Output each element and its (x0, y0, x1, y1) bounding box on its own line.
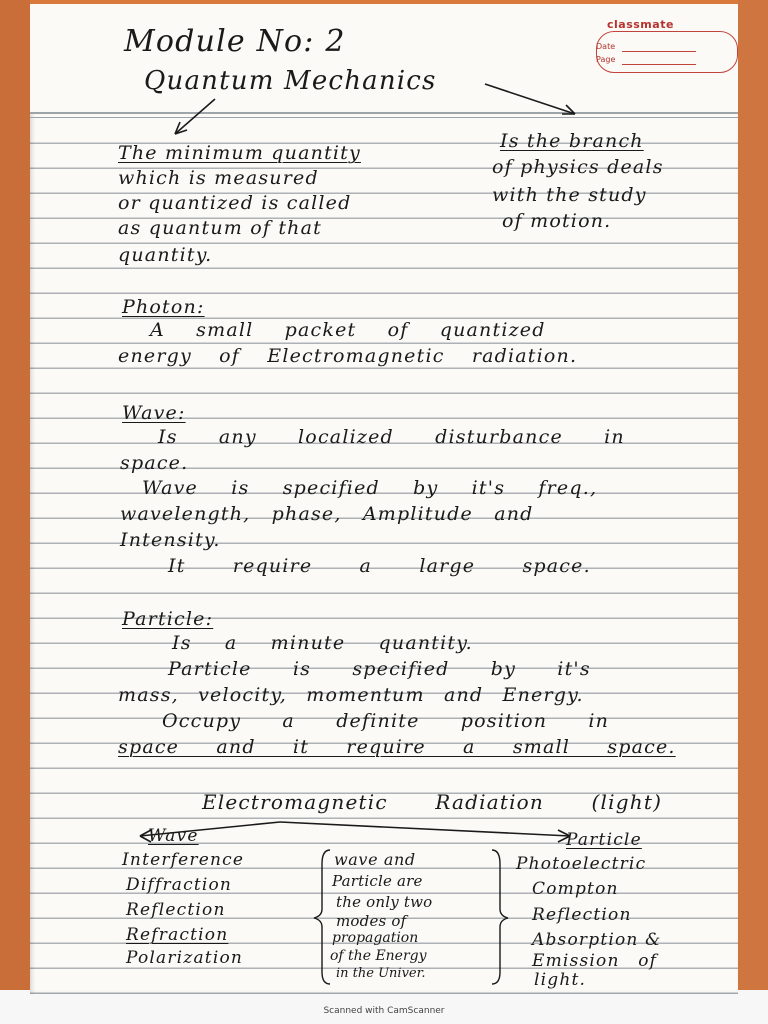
emr-middle-line-2: Particle are (332, 872, 423, 890)
emr-wave-label: Wave (148, 826, 199, 846)
module-title: Module No: 2 (124, 24, 346, 59)
definition-left-line-5: quantity. (118, 244, 213, 266)
emr-particle-item-4: Absorption & (532, 930, 662, 950)
wave-heading: Wave: (122, 402, 186, 424)
page-line (622, 64, 696, 65)
definition-left-line-3: or quantized is called (118, 192, 352, 214)
wave-line-4: wavelength, phase, Amplitude and (120, 503, 534, 525)
header-rule (30, 112, 738, 114)
wave-line-6: It require a large space. (168, 555, 591, 577)
emr-middle-line-7: in the Univer. (336, 966, 426, 981)
particle-line-1: Is a minute quantity. (172, 632, 473, 654)
definition-right-line-4: of motion. (502, 210, 612, 232)
particle-line-5: space and it require a small space. (118, 736, 676, 758)
emr-middle-line-6: of the Energy (330, 948, 427, 964)
brand-logo: classmate (607, 18, 674, 31)
background-left (0, 0, 30, 998)
emr-wave-item-4: Refraction (126, 925, 229, 945)
definition-right-line-1: Is the branch (500, 130, 644, 152)
emr-wave-item-2: Diffraction (126, 875, 233, 895)
emr-middle-line-5: propagation (332, 930, 419, 946)
scan-credit: Scanned with CamScanner (323, 1006, 445, 1016)
header-rule-2 (30, 117, 738, 118)
wave-line-2: space. (120, 452, 189, 474)
wave-line-1: Is any localized disturbance in (158, 426, 625, 448)
background-right (738, 0, 768, 998)
definition-right-line-3: with the study (492, 184, 647, 206)
emr-particle-item-2: Compton (532, 879, 619, 899)
emr-wave-item-1: Interference (122, 850, 245, 870)
date-line (622, 51, 696, 52)
emr-particle-item-5: Emission of (532, 951, 658, 971)
emr-particle-item-1: Photoelectric (516, 854, 647, 874)
topic-title: Quantum Mechanics (144, 66, 437, 96)
definition-left-line-2: which is measured (118, 167, 319, 189)
emr-wave-item-5: Polarization (126, 948, 244, 968)
emr-heading: Electromagnetic Radiation (light) (202, 790, 663, 814)
particle-line-4: Occupy a definite position in (162, 710, 610, 732)
emr-wave-item-3: Reflection (126, 900, 226, 920)
photon-line-2: energy of Electromagnetic radiation. (118, 345, 578, 367)
particle-line-2: Particle is specified by it's (168, 658, 591, 680)
emr-particle-item-6: light. (534, 970, 587, 990)
emr-middle-line-4: modes of (336, 912, 407, 930)
particle-heading: Particle: (122, 608, 214, 630)
date-label: Date (596, 42, 616, 51)
photon-line-1: A small packet of quantized (150, 319, 546, 341)
photon-heading: Photon: (122, 296, 205, 318)
emr-particle-label: Particle (566, 830, 642, 850)
definition-left-line-1: The minimum quantity (118, 142, 361, 164)
emr-middle-line-3: the only two (336, 893, 433, 911)
emr-middle-line-1: wave and (334, 850, 416, 869)
wave-line-5: Intensity. (120, 529, 221, 551)
date-page-box (596, 31, 738, 73)
emr-particle-item-3: Reflection (532, 905, 632, 925)
definition-right-line-2: of physics deals (492, 156, 664, 178)
page-label: Page (596, 55, 616, 64)
particle-line-3: mass, velocity, momentum and Energy. (118, 684, 584, 706)
definition-left-line-4: as quantum of that (118, 217, 322, 239)
wave-line-3: Wave is specified by it's freq., (142, 477, 598, 499)
notebook-page (30, 4, 738, 994)
